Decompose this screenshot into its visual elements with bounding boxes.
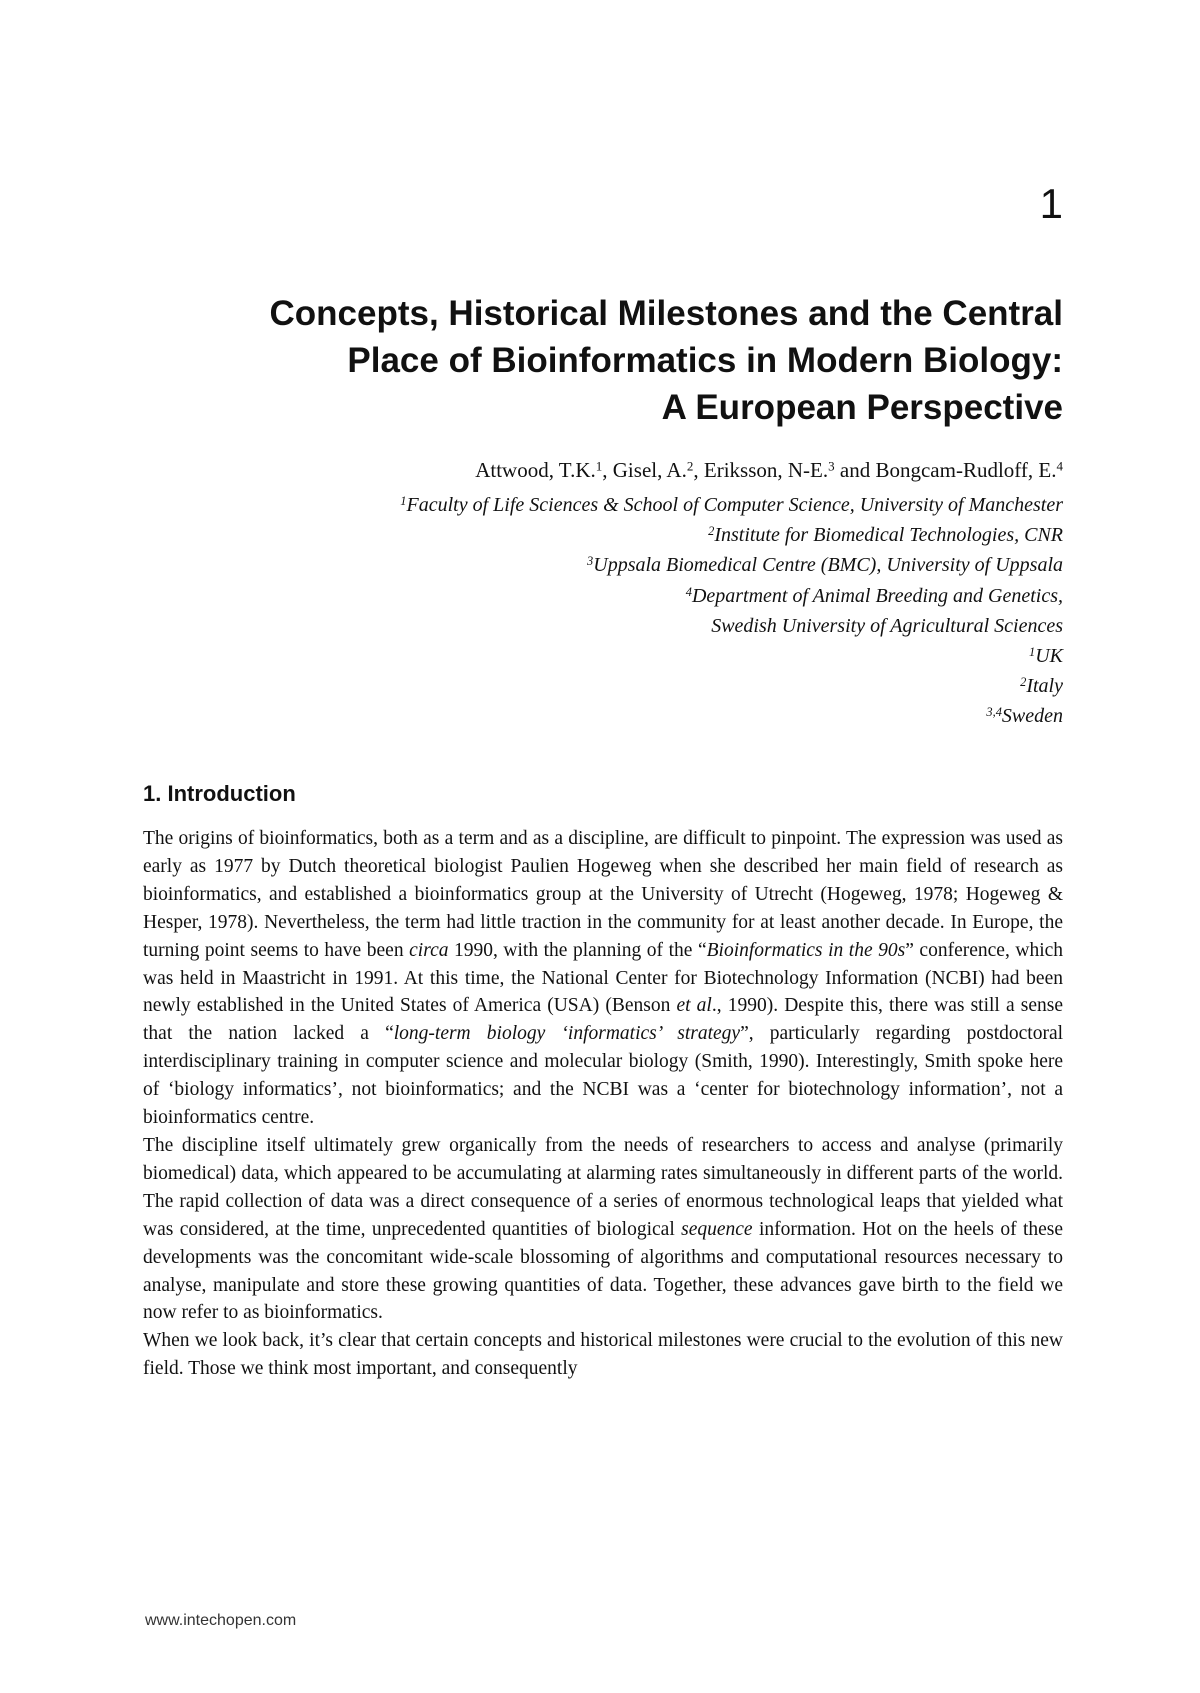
text-run: The origins of bioinformatics, both as a term and as a discipline, are difficult to pinpoint. The expression was used as early as 1977 by Dutch theoretical biologist Paulien Hogeweg when she described her main field of research as bioinformatics, and established a bioinformatics group at the University of Utrecht (Hogeweg, 1978; Hogeweg & Hesper, 1978). Nevertheless, the term had little traction in the community for at least another decade. In Europe, the turning point seems to have been [143,828,1063,961]
affiliation-text: Italy [1026,675,1063,698]
author-separator: , [602,458,613,482]
author-name: Eriksson, N-E. [703,458,829,482]
affiliation-line [400,550,1063,580]
affiliation-line [400,581,1063,611]
affiliation-marker: 1 [1029,644,1036,659]
affiliation-list [400,490,1063,732]
text-run: ” conference, which was held in Maastricht in 1991. At this time, the National Center for Biotechnology Information (NCBI) had been newly established in the United States of America (USA) (Benson [143,939,1064,1017]
affiliation-marker: 3 [587,554,594,569]
affiliation-marker: 2 [1020,675,1027,690]
affiliation-text: Swedish University of Agricultural Sciences [711,614,1063,637]
affiliation-line [400,641,1063,671]
affiliation-marker: 1 [400,493,407,508]
author-separator: and [834,458,876,482]
affiliation-line [400,490,1063,520]
chapter-number: 1 [1039,180,1063,227]
title-line: Concepts, Historical Milestones and the Central [269,294,1063,333]
affiliation-line [400,611,1063,641]
italic-run: long-term biology ‘informatics’ strategy [393,1023,741,1045]
affiliation-line [400,701,1063,731]
affiliation-marker: 2 [708,524,715,539]
author-affil-marker: 1 [595,458,603,474]
text-run: information. Hot on the heels of these developments was the concomitant wide-scale blossoming of algorithms and computational resources necessary to analyse, manipulate and store these growing quantities of data. Together, these advances gave birth to the field we now refer to as bioinformatics. [143,1218,1064,1324]
author-name: Attwood, T.K. [475,458,596,482]
affiliation-line [400,671,1063,701]
body-text [143,825,1063,1383]
affiliation-text: Institute for Biomedical Technologies, CNR [714,524,1063,547]
italic-run: sequence [681,1218,753,1240]
affiliation-text: Faculty of Life Sciences & School of Computer Science, University of Manchester [406,494,1063,516]
italic-run: circa [409,939,449,961]
text-run: ., 1990). Despite this, there was still a sense that the nation lacked a “ [143,995,1063,1045]
affiliation-marker: 3,4 [986,705,1002,720]
author-affil-marker: 2 [686,458,694,474]
affiliation-text: Uppsala Biomedical Centre (BMC), University of Uppsala [593,554,1063,577]
author-list [475,456,1063,484]
paragraph: When we look back, it’s clear that certain concepts and historical milestones were crucial to the evolution of this new field. Those we think most important, and consequently [143,1330,1063,1380]
affiliation-text: Department of Animal Breeding and Genetics, [691,584,1063,607]
affiliation-line [400,520,1063,550]
affiliation-marker: 4 [685,584,692,599]
footer-url: www.intechopen.com [145,1612,297,1629]
text-run: 1990, with the planning of the “ [448,939,707,961]
affiliation-text: Sweden [1001,705,1063,728]
italic-run: et al [676,995,712,1017]
chapter-title [103,290,1063,431]
paragraph [143,1132,1063,1327]
title-line: Place of Bioinformatics in Modern Biology: [347,341,1063,380]
author-affil-marker: 3 [828,458,835,474]
author-name: Gisel, A. [612,458,687,482]
affiliation-text: UK [1035,645,1063,668]
author-affil-marker: 4 [1056,458,1063,474]
paragraph [143,825,1063,1132]
author-name: Bongcam-Rudloff, E. [875,458,1057,482]
text-run: The discipline itself ultimately grew organically from the needs of researchers to access and analyse (primarily biomedical) data, which appeared to be accumulating at alarming rates simultaneously in different parts of the world. The rapid collection of data was a direct consequence of a series of enormous technological leaps that yielded what was considered, at the time, unprecedented quantities of biological [143,1134,1063,1240]
text-run: ”, particularly regarding postdoctoral interdisciplinary training in computer science and molecular biology (Smith, 1990). Interestingly, Smith spoke here of ‘biology informatics’, not bioinformatics; and the NCBI was a ‘center for biotechnology information’, not a bioinformatics centre. [143,1023,1064,1129]
title-line: A European Perspective [661,388,1063,427]
section-heading: 1. Introduction [143,781,296,806]
italic-run: Bioinformatics in the 90s [706,939,906,961]
author-separator: , [693,458,704,482]
